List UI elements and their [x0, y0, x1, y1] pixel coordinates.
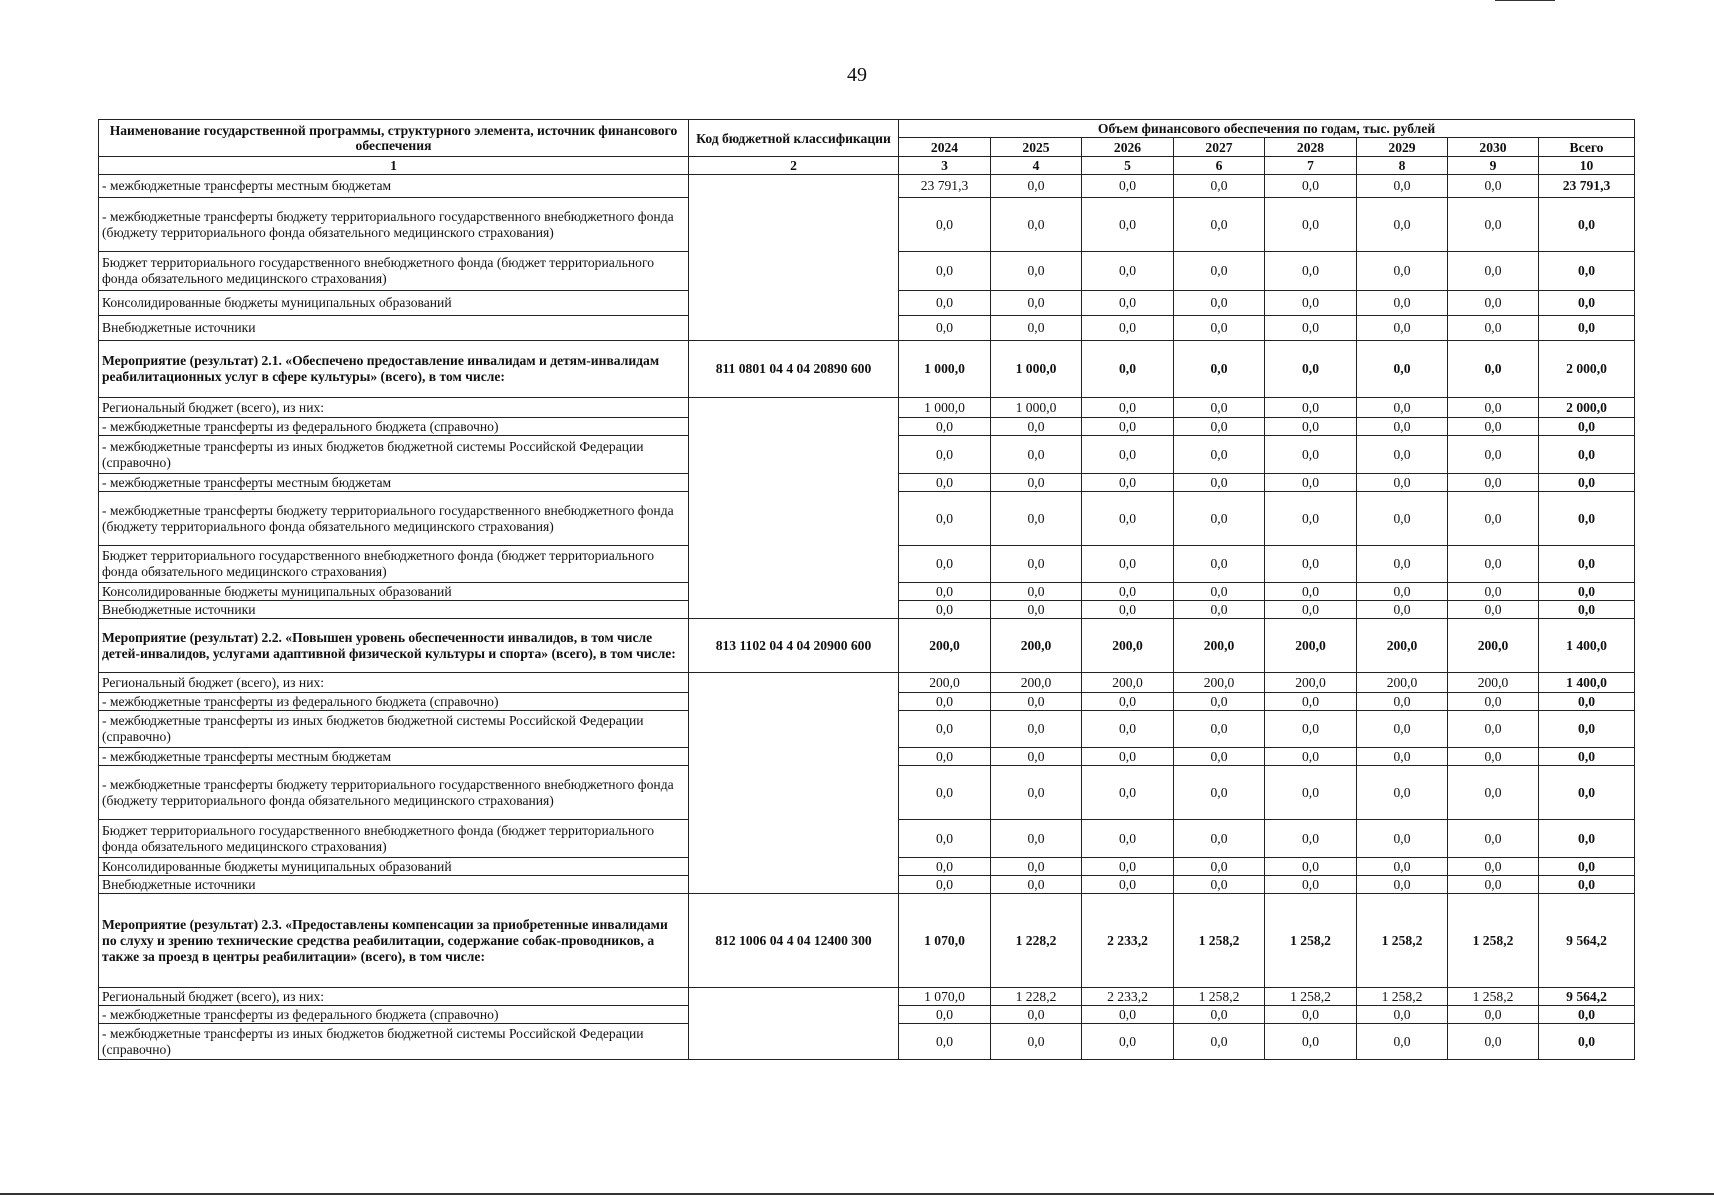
total-value: 1 400,0	[1539, 619, 1635, 673]
year-value: 0,0	[991, 693, 1082, 711]
year-value: 0,0	[1265, 583, 1357, 601]
year-value: 0,0	[1448, 436, 1539, 474]
row-name: Внебюджетные источники	[99, 876, 689, 894]
year-value: 0,0	[1174, 252, 1265, 291]
year-value: 200,0	[1174, 673, 1265, 693]
year-value: 200,0	[1265, 619, 1357, 673]
year-value: 0,0	[1448, 1024, 1539, 1060]
year-value: 0,0	[899, 546, 991, 583]
budget-code	[689, 175, 899, 341]
year-value: 1 258,2	[1357, 894, 1448, 988]
year-value: 0,0	[991, 820, 1082, 858]
row-name: Региональный бюджет (всего), из них:	[99, 398, 689, 418]
total-value: 0,0	[1539, 1024, 1635, 1060]
header-name: Наименование государственной программы, структурного элемента, источник финансового обеспечения	[99, 120, 689, 157]
year-value: 0,0	[991, 198, 1082, 252]
year-value: 0,0	[1174, 175, 1265, 198]
total-value: 0,0	[1539, 583, 1635, 601]
year-value: 0,0	[899, 820, 991, 858]
year-value: 0,0	[991, 546, 1082, 583]
year-value: 0,0	[1448, 546, 1539, 583]
header-volume: Объем финансового обеспечения по годам, тыс. рублей	[899, 120, 1635, 138]
year-value: 200,0	[1174, 619, 1265, 673]
year-value: 0,0	[1265, 748, 1357, 766]
year-value: 0,0	[1174, 546, 1265, 583]
year-value: 0,0	[1448, 748, 1539, 766]
year-value: 0,0	[1265, 693, 1357, 711]
year-value: 0,0	[1357, 341, 1448, 398]
year-value: 0,0	[1448, 198, 1539, 252]
year-value: 0,0	[991, 1024, 1082, 1060]
total-value: 0,0	[1539, 748, 1635, 766]
total-value: 0,0	[1539, 252, 1635, 291]
year-value: 1 000,0	[991, 341, 1082, 398]
row-name: Бюджет территориального государственного внебюджетного фонда (бюджет территориального фонда обязательного медицинского страхования)	[99, 252, 689, 291]
year-value: 0,0	[1174, 492, 1265, 546]
year-value: 0,0	[1082, 492, 1174, 546]
funding-table	[98, 119, 1635, 1060]
year-value: 0,0	[1357, 601, 1448, 619]
column-number: 1	[99, 157, 689, 175]
row-name: - межбюджетные трансферты из федерального бюджета (справочно)	[99, 693, 689, 711]
total-value: 0,0	[1539, 858, 1635, 876]
year-value: 0,0	[991, 291, 1082, 316]
year-value: 0,0	[1357, 398, 1448, 418]
year-value: 0,0	[1082, 1006, 1174, 1024]
year-value: 0,0	[899, 252, 991, 291]
year-value: 23 791,3	[899, 175, 991, 198]
budget-code	[689, 398, 899, 619]
year-value: 0,0	[1265, 175, 1357, 198]
year-value: 0,0	[1357, 858, 1448, 876]
year-value: 1 258,2	[1174, 894, 1265, 988]
header-year-2024: 2024	[899, 138, 991, 157]
year-value: 0,0	[1448, 858, 1539, 876]
year-value: 0,0	[1082, 711, 1174, 748]
row-name: Региональный бюджет (всего), из них:	[99, 988, 689, 1006]
year-value: 0,0	[899, 766, 991, 820]
year-value: 200,0	[1448, 673, 1539, 693]
year-value: 200,0	[1448, 619, 1539, 673]
column-number: 8	[1357, 157, 1448, 175]
year-value: 0,0	[991, 252, 1082, 291]
year-value: 1 258,2	[1357, 988, 1448, 1006]
header-year-2029: 2029	[1357, 138, 1448, 157]
year-value: 0,0	[1265, 601, 1357, 619]
year-value: 200,0	[899, 673, 991, 693]
total-value: 0,0	[1539, 291, 1635, 316]
year-value: 0,0	[1265, 398, 1357, 418]
row-name: - межбюджетные трансферты бюджету территориального государственного внебюджетного фонда (бюджету территориального фонда обязательного медицинского страхования)	[99, 766, 689, 820]
row-name: Мероприятие (результат) 2.1. «Обеспечено предоставление инвалидам и детям-инвалидам реабилитационных услуг в сфере культуры» (всего), в том числе:	[99, 341, 689, 398]
budget-code	[689, 988, 899, 1060]
year-value: 0,0	[1448, 583, 1539, 601]
measure-row	[99, 619, 1635, 673]
year-value: 0,0	[1082, 858, 1174, 876]
year-value: 0,0	[1265, 474, 1357, 492]
year-value: 1 228,2	[991, 894, 1082, 988]
row-name: Бюджет территориального государственного внебюджетного фонда (бюджет территориального фонда обязательного медицинского страхования)	[99, 820, 689, 858]
total-value: 0,0	[1539, 1006, 1635, 1024]
row-name: - межбюджетные трансферты из иных бюджетов бюджетной системы Российской Федерации (справочно)	[99, 1024, 689, 1060]
year-value: 0,0	[1357, 252, 1448, 291]
year-value: 0,0	[1357, 583, 1448, 601]
row-name: - межбюджетные трансферты из иных бюджетов бюджетной системы Российской Федерации (справочно)	[99, 436, 689, 474]
year-value: 0,0	[1082, 693, 1174, 711]
year-value: 0,0	[1174, 341, 1265, 398]
year-value: 0,0	[1357, 418, 1448, 436]
total-value: 0,0	[1539, 820, 1635, 858]
year-value: 0,0	[1174, 711, 1265, 748]
total-value: 0,0	[1539, 693, 1635, 711]
year-value: 0,0	[991, 175, 1082, 198]
year-value: 0,0	[1174, 820, 1265, 858]
year-value: 0,0	[1265, 316, 1357, 341]
year-value: 0,0	[1265, 1024, 1357, 1060]
year-value: 0,0	[899, 198, 991, 252]
year-value: 0,0	[1357, 474, 1448, 492]
year-value: 0,0	[899, 492, 991, 546]
year-value: 0,0	[1265, 546, 1357, 583]
year-value: 0,0	[899, 1006, 991, 1024]
year-value: 200,0	[1265, 673, 1357, 693]
year-value: 0,0	[1265, 766, 1357, 820]
year-value: 0,0	[1357, 1024, 1448, 1060]
header-code: Код бюджетной классификации	[689, 120, 899, 157]
total-value: 2 000,0	[1539, 341, 1635, 398]
year-value: 1 258,2	[1265, 894, 1357, 988]
column-number: 2	[689, 157, 899, 175]
total-value: 0,0	[1539, 198, 1635, 252]
column-number: 4	[991, 157, 1082, 175]
row-name: - межбюджетные трансферты из федерального бюджета (справочно)	[99, 418, 689, 436]
budget-code	[689, 673, 899, 894]
year-value: 0,0	[1174, 748, 1265, 766]
header-year-2025: 2025	[991, 138, 1082, 157]
year-value: 1 258,2	[1448, 988, 1539, 1006]
budget-code: 813 1102 04 4 04 20900 600	[689, 619, 899, 673]
year-value: 0,0	[899, 748, 991, 766]
year-value: 0,0	[1265, 291, 1357, 316]
year-value: 0,0	[991, 436, 1082, 474]
year-value: 0,0	[991, 711, 1082, 748]
year-value: 0,0	[991, 583, 1082, 601]
row-name: - межбюджетные трансферты из федерального бюджета (справочно)	[99, 1006, 689, 1024]
year-value: 0,0	[1265, 1006, 1357, 1024]
row-name: Консолидированные бюджеты муниципальных образований	[99, 858, 689, 876]
year-value: 0,0	[1174, 436, 1265, 474]
header-total: Всего	[1539, 138, 1635, 157]
year-value: 0,0	[1448, 711, 1539, 748]
table-row	[99, 175, 1635, 198]
row-name: Мероприятие (результат) 2.3. «Предоставлены компенсации за приобретенные инвалидами по слуху и зрению технические средства реабилитации, содержание собак-проводников, а также за проезд в центры реабилитации» (всего), в том числе:	[99, 894, 689, 988]
year-value: 0,0	[1448, 398, 1539, 418]
total-value: 0,0	[1539, 316, 1635, 341]
year-value: 0,0	[899, 583, 991, 601]
year-value: 0,0	[1265, 876, 1357, 894]
year-value: 1 070,0	[899, 988, 991, 1006]
year-value: 0,0	[899, 601, 991, 619]
year-value: 0,0	[1082, 876, 1174, 894]
total-value: 0,0	[1539, 492, 1635, 546]
year-value: 0,0	[991, 1006, 1082, 1024]
year-value: 0,0	[899, 1024, 991, 1060]
column-number: 3	[899, 157, 991, 175]
table-body	[99, 175, 1635, 1060]
year-value: 0,0	[1357, 198, 1448, 252]
year-value: 0,0	[1082, 546, 1174, 583]
year-value: 0,0	[1174, 766, 1265, 820]
year-value: 200,0	[1082, 619, 1174, 673]
year-value: 200,0	[1082, 673, 1174, 693]
scan-edge-line	[1495, 0, 1555, 1]
year-value: 0,0	[1174, 876, 1265, 894]
year-value: 0,0	[1357, 175, 1448, 198]
year-value: 200,0	[1357, 673, 1448, 693]
year-value: 0,0	[1265, 820, 1357, 858]
year-value: 1 000,0	[991, 398, 1082, 418]
year-value: 0,0	[1448, 418, 1539, 436]
total-value: 0,0	[1539, 876, 1635, 894]
year-value: 0,0	[991, 418, 1082, 436]
year-value: 0,0	[1082, 766, 1174, 820]
column-number: 7	[1265, 157, 1357, 175]
table-row	[99, 673, 1635, 693]
row-name: Консолидированные бюджеты муниципальных образований	[99, 291, 689, 316]
year-value: 200,0	[991, 673, 1082, 693]
year-value: 0,0	[1357, 546, 1448, 583]
total-value: 0,0	[1539, 436, 1635, 474]
year-value: 0,0	[1357, 291, 1448, 316]
header-year-2030: 2030	[1448, 138, 1539, 157]
row-name: Внебюджетные источники	[99, 601, 689, 619]
year-value: 0,0	[991, 766, 1082, 820]
year-value: 200,0	[991, 619, 1082, 673]
year-value: 0,0	[1174, 291, 1265, 316]
year-value: 0,0	[1082, 175, 1174, 198]
total-value: 1 400,0	[1539, 673, 1635, 693]
year-value: 0,0	[1357, 766, 1448, 820]
year-value: 1 258,2	[1265, 988, 1357, 1006]
year-value: 0,0	[1448, 693, 1539, 711]
header-year-2028: 2028	[1265, 138, 1357, 157]
year-value: 0,0	[1174, 316, 1265, 341]
row-name: - межбюджетные трансферты местным бюджетам	[99, 474, 689, 492]
year-value: 0,0	[1174, 418, 1265, 436]
total-value: 0,0	[1539, 474, 1635, 492]
table-row	[99, 988, 1635, 1006]
year-value: 0,0	[1265, 858, 1357, 876]
year-value: 0,0	[1265, 711, 1357, 748]
year-value: 0,0	[1082, 748, 1174, 766]
year-value: 1 000,0	[899, 341, 991, 398]
year-value: 0,0	[1448, 316, 1539, 341]
total-value: 23 791,3	[1539, 175, 1635, 198]
year-value: 0,0	[1082, 198, 1174, 252]
budget-code: 811 0801 04 4 04 20890 600	[689, 341, 899, 398]
year-value: 0,0	[899, 474, 991, 492]
year-value: 0,0	[1082, 291, 1174, 316]
year-value: 0,0	[1448, 876, 1539, 894]
year-value: 0,0	[899, 876, 991, 894]
total-value: 0,0	[1539, 546, 1635, 583]
total-value: 0,0	[1539, 711, 1635, 748]
year-value: 0,0	[1174, 398, 1265, 418]
year-value: 0,0	[1265, 436, 1357, 474]
year-value: 0,0	[1357, 748, 1448, 766]
row-name: - межбюджетные трансферты местным бюджетам	[99, 748, 689, 766]
year-value: 0,0	[899, 693, 991, 711]
header-year-2026: 2026	[1082, 138, 1174, 157]
year-value: 0,0	[899, 316, 991, 341]
year-value: 0,0	[1357, 876, 1448, 894]
year-value: 0,0	[1174, 601, 1265, 619]
column-number: 6	[1174, 157, 1265, 175]
year-value: 0,0	[991, 601, 1082, 619]
year-value: 0,0	[991, 316, 1082, 341]
page-number: 49	[847, 64, 867, 86]
year-value: 0,0	[1448, 474, 1539, 492]
funding-table-wrapper	[98, 119, 1634, 1060]
year-value: 0,0	[1448, 601, 1539, 619]
year-value: 0,0	[991, 748, 1082, 766]
table-row	[99, 398, 1635, 418]
total-value: 0,0	[1539, 601, 1635, 619]
year-value: 200,0	[1357, 619, 1448, 673]
year-value: 0,0	[1174, 1024, 1265, 1060]
budget-code: 812 1006 04 4 04 12400 300	[689, 894, 899, 988]
year-value: 0,0	[1357, 711, 1448, 748]
year-value: 0,0	[1448, 252, 1539, 291]
table-header	[99, 120, 1635, 175]
total-value: 2 000,0	[1539, 398, 1635, 418]
year-value: 0,0	[1448, 291, 1539, 316]
year-value: 0,0	[899, 418, 991, 436]
year-value: 0,0	[1174, 198, 1265, 252]
year-value: 0,0	[899, 291, 991, 316]
year-value: 0,0	[1448, 1006, 1539, 1024]
year-value: 0,0	[1357, 436, 1448, 474]
year-value: 2 233,2	[1082, 894, 1174, 988]
column-number: 9	[1448, 157, 1539, 175]
total-value: 0,0	[1539, 418, 1635, 436]
year-value: 0,0	[1174, 1006, 1265, 1024]
year-value: 0,0	[1357, 1006, 1448, 1024]
year-value: 0,0	[1082, 1024, 1174, 1060]
row-name: Региональный бюджет (всего), из них:	[99, 673, 689, 693]
header-year-2027: 2027	[1174, 138, 1265, 157]
total-value: 0,0	[1539, 766, 1635, 820]
year-value: 0,0	[991, 492, 1082, 546]
year-value: 0,0	[1357, 820, 1448, 858]
year-value: 0,0	[1174, 474, 1265, 492]
year-value: 0,0	[1448, 175, 1539, 198]
year-value: 0,0	[1174, 583, 1265, 601]
total-value: 9 564,2	[1539, 894, 1635, 988]
row-name: - межбюджетные трансферты бюджету территориального государственного внебюджетного фонда (бюджету территориального фонда обязательного медицинского страхования)	[99, 198, 689, 252]
year-value: 0,0	[1357, 316, 1448, 341]
year-value: 1 258,2	[1448, 894, 1539, 988]
year-value: 1 228,2	[991, 988, 1082, 1006]
year-value: 0,0	[1265, 252, 1357, 291]
year-value: 0,0	[899, 436, 991, 474]
year-value: 2 233,2	[1082, 988, 1174, 1006]
year-value: 0,0	[1265, 198, 1357, 252]
row-name: Бюджет территориального государственного внебюджетного фонда (бюджет территориального фонда обязательного медицинского страхования)	[99, 546, 689, 583]
year-value: 0,0	[1174, 858, 1265, 876]
total-value: 9 564,2	[1539, 988, 1635, 1006]
measure-row	[99, 894, 1635, 988]
year-value: 0,0	[1082, 436, 1174, 474]
year-value: 0,0	[1082, 341, 1174, 398]
year-value: 0,0	[991, 474, 1082, 492]
year-value: 0,0	[1448, 766, 1539, 820]
row-name: Консолидированные бюджеты муниципальных образований	[99, 583, 689, 601]
year-value: 0,0	[1082, 583, 1174, 601]
year-value: 1 070,0	[899, 894, 991, 988]
year-value: 0,0	[1082, 601, 1174, 619]
year-value: 0,0	[1082, 820, 1174, 858]
year-value: 0,0	[1082, 418, 1174, 436]
row-name: - межбюджетные трансферты из иных бюджетов бюджетной системы Российской Федерации (справочно)	[99, 711, 689, 748]
year-value: 0,0	[1082, 252, 1174, 291]
year-value: 200,0	[899, 619, 991, 673]
scan-edge-line	[0, 1193, 1714, 1195]
year-value: 0,0	[1357, 492, 1448, 546]
year-value: 0,0	[991, 876, 1082, 894]
year-value: 1 258,2	[1174, 988, 1265, 1006]
year-value: 0,0	[1448, 341, 1539, 398]
column-number: 10	[1539, 157, 1635, 175]
row-name: Мероприятие (результат) 2.2. «Повышен уровень обеспеченности инвалидов, в том числе детей-инвалидов, услугами адаптивной физической культуры и спорта» (всего), в том числе:	[99, 619, 689, 673]
year-value: 0,0	[1448, 820, 1539, 858]
row-name: - межбюджетные трансферты бюджету территориального государственного внебюджетного фонда (бюджету территориального фонда обязательного медицинского страхования)	[99, 492, 689, 546]
year-value: 1 000,0	[899, 398, 991, 418]
year-value: 0,0	[1174, 693, 1265, 711]
year-value: 0,0	[1448, 492, 1539, 546]
column-number: 5	[1082, 157, 1174, 175]
year-value: 0,0	[899, 858, 991, 876]
year-value: 0,0	[991, 858, 1082, 876]
row-name: Внебюджетные источники	[99, 316, 689, 341]
year-value: 0,0	[1265, 492, 1357, 546]
year-value: 0,0	[1082, 398, 1174, 418]
row-name: - межбюджетные трансферты местным бюджетам	[99, 175, 689, 198]
year-value: 0,0	[1265, 418, 1357, 436]
year-value: 0,0	[1082, 474, 1174, 492]
year-value: 0,0	[1082, 316, 1174, 341]
year-value: 0,0	[1265, 341, 1357, 398]
year-value: 0,0	[1357, 693, 1448, 711]
measure-row	[99, 341, 1635, 398]
year-value: 0,0	[899, 711, 991, 748]
